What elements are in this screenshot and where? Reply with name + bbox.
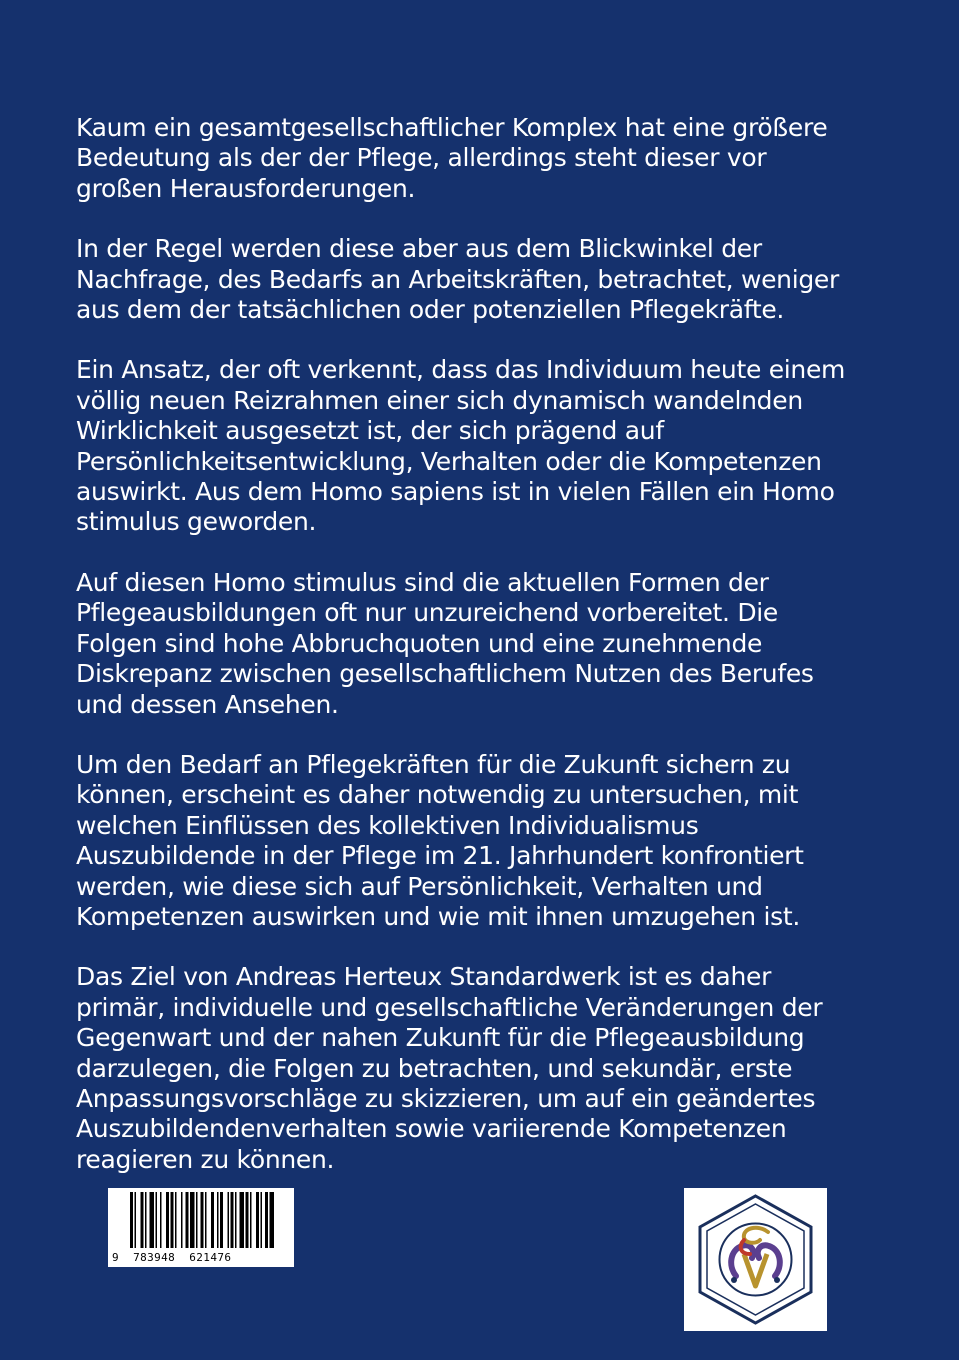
blurb-paragraph-1: Kaum ein gesamtgesellschaftlicher Komplex hat eine größere Bedeutung als der der Pflege, allerdings steht dieser vor großen Herausforderungen. — [76, 113, 828, 203]
barcode-bar — [196, 1192, 198, 1248]
barcode-bar — [228, 1192, 230, 1248]
isbn-barcode — [108, 1188, 294, 1267]
barcode-bar — [175, 1192, 177, 1248]
blurb-text — [76, 113, 906, 1205]
barcode-bar — [160, 1192, 162, 1248]
barcode-bar — [220, 1192, 223, 1248]
blurb-paragraph-2: In der Regel werden diese aber aus dem Blickwinkel der Nachfrage, des Bedarfs an Arbeitskräften, betrachtet, weniger aus dem der tatsächlichen oder potenziellen Pflegekräfte. — [76, 234, 839, 325]
barcode-bar — [201, 1192, 204, 1248]
barcode-bar — [171, 1192, 174, 1248]
barcode-bar — [261, 1192, 263, 1248]
barcode-bar — [130, 1192, 133, 1248]
barcode-bar — [156, 1192, 158, 1248]
publisher-logo — [684, 1188, 827, 1331]
barcode-bar — [190, 1192, 195, 1248]
barcode-bars-icon — [108, 1188, 294, 1250]
barcode-bar — [186, 1192, 189, 1248]
barcode-bar — [231, 1192, 234, 1248]
barcode-bar — [250, 1192, 252, 1248]
barcode-bar — [240, 1192, 245, 1248]
barcode-bar — [205, 1192, 207, 1248]
blurb-paragraph-3: Ein Ansatz, der oft verkennt, dass das Individuum heute einem völlig neuen Reizrahmen einer sich dynamisch wandelnden Wirklichkeit ausgesetzt ist, der sich prägend auf Persönlichkeitsentwicklung, Verhalten oder die Kompetenzen auswirkt. Aus dem Homo sapiens ist in vielen Fällen ein Homo stimulus geworden. — [76, 355, 846, 537]
barcode-bar — [270, 1192, 275, 1248]
barcode-bar — [211, 1192, 214, 1248]
barcode-bar — [265, 1192, 268, 1248]
barcode-bar — [181, 1192, 183, 1248]
barcode-bar — [256, 1192, 259, 1248]
barcode-bar — [235, 1192, 237, 1248]
barcode-bar — [217, 1192, 219, 1248]
blurb-paragraph-4: Auf diesen Homo stimulus sind die aktuellen Formen der Pflegeausbildungen oft nur unzureichend vorbereitet. Die Folgen sind hohe Abbruchquoten und eine zunehmende Diskrepanz zwischen gesellschaftlichem Nutzen des Berufes und dessen Ansehen. — [76, 567, 814, 719]
barcode-bar — [135, 1192, 137, 1248]
barcode-bar — [166, 1192, 169, 1248]
barcode-bar — [150, 1192, 155, 1248]
publisher-ev-emblem-icon — [684, 1188, 827, 1331]
isbn-digits: 9 783948 621476 — [112, 1251, 232, 1264]
blurb-paragraph-6: Das Ziel von Andreas Herteux Standardwerk ist es daher primär, individuelle und gesellschaftliche Veränderungen der Gegenwart und der nahen Zukunft für die Pflegeausbildung darzulegen, die Folgen zu betrachten, und sekundär, erste Anpassungsvorschläge zu skizzieren, um auf ein geändertes Auszubildendenverhalten sowie variierende Kompetenzen reagieren zu können. — [76, 962, 823, 1174]
blurb-paragraph-5: Um den Bedarf an Pflegekräften für die Zukunft sichern zu können, erscheint es daher notwendig zu untersuchen, mit welchen Einflüssen des kollektiven Individualismus Auszubildende in der Pflege im 21. Jahrhundert konfrontiert werden, wie diese sich auf Persönlichkeit, Verhalten und Kompetenzen auswirken und wie mit ihnen umzugehen ist. — [76, 749, 804, 931]
barcode-bar — [246, 1192, 249, 1248]
barcode-bar — [141, 1192, 144, 1248]
barcode-bar — [145, 1192, 147, 1248]
